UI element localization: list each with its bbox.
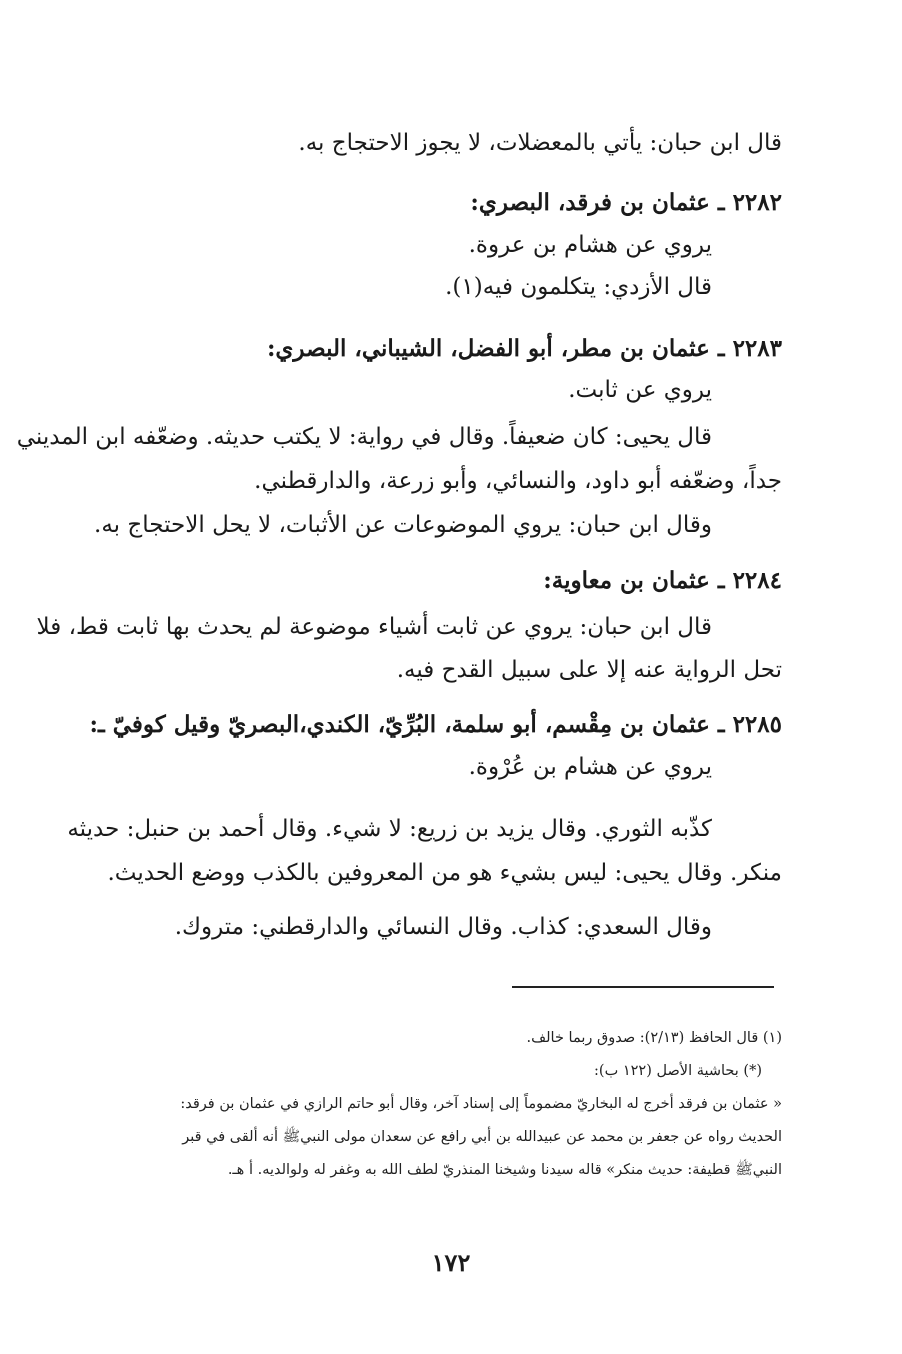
footnote-1: (١) قال الحافظ (٢/١٣): صدوق ربما خالف. bbox=[526, 1030, 782, 1046]
line-2283-narration: يروي عن ثابت. bbox=[568, 377, 712, 403]
entry-heading-2284: ٢٢٨٤ ـ عثمان بن معاوية: bbox=[543, 567, 782, 594]
line-2284-ibn-hibban: قال ابن حبان: يروي عن ثابت أشياء موضوعة لم يحدث بها ثابت قط، فلا bbox=[36, 614, 712, 640]
line-2282-azdi: قال الأزدي: يتكلمون فيه(١). bbox=[445, 274, 712, 300]
entry-heading-2282: ٢٢٨٢ ـ عثمان بن فرقد، البصري: bbox=[470, 189, 782, 216]
line-2282-narration: يروي عن هشام بن عروة. bbox=[468, 232, 712, 258]
line-2285-yahya: منكر. وقال يحيى: ليس بشيء هو من المعروفين بالكذب ووضع الحديث. bbox=[107, 860, 782, 886]
line-2284-continuation: تحل الرواية عنه إلا على سبيل القدح فيه. bbox=[396, 657, 782, 683]
line-2285-thawri: كذّبه الثوري. وقال يزيد بن زريع: لا شيء. وقال أحمد بن حنبل: حديثه bbox=[67, 816, 712, 842]
line-2283-weakness: جداً، وضعّفه أبو داود، والنسائي، وأبو زرعة، والدارقطني. bbox=[254, 468, 782, 494]
entry-heading-2283: ٢٢٨٣ ـ عثمان بن مطر، أبو الفضل، الشيباني، البصري: bbox=[266, 335, 782, 362]
line-2285-narration: يروي عن هشام بن عُرْوة. bbox=[468, 754, 712, 780]
line-2283-yahya: قال يحيى: كان ضعيفاً. وقال في رواية: لا يكتب حديثه. وضعّفه ابن المديني bbox=[16, 424, 712, 450]
entry-heading-2285: ٢٢٨٥ ـ عثمان بن مِقْسم، أبو سلمة، البُرِّيّ، الكندي،البصريّ وقيل كوفيّ ـ: bbox=[89, 711, 782, 738]
line-2283-ibn-hibban: وقال ابن حبان: يروي الموضوعات عن الأثبات، لا يحل الاحتجاج به. bbox=[94, 512, 712, 538]
line-ibn-hibban-mudallat: قال ابن حبان: يأتي بالمعضلات، لا يجوز الاحتجاج به. bbox=[298, 130, 782, 156]
footnote-quote-line-3: النبيﷺ قطيفة: حديث منكر» قاله سيدنا وشيخنا المنذريّ لطف الله به وغفر له ولوالديه. أ هـ. bbox=[227, 1162, 782, 1178]
page-number: ١٧٢ bbox=[431, 1248, 471, 1277]
footnote-quote-line-2: الحديث رواه عن جعفر بن محمد عن عبيدالله بن أبي رافع عن سعدان مولى النبيﷺ أنه ألقى في قبر bbox=[182, 1129, 782, 1145]
line-2285-saadi: وقال السعدي: كذاب. وقال النسائي والدارقطني: متروك. bbox=[174, 914, 712, 940]
footnote-quote-line-1: « عثمان بن فرقد أخرج له البخاريّ مضموماً إلى إسناد آخر، وقال أبو حاتم الرازي في عثمان بن فرقد: bbox=[180, 1096, 782, 1112]
footnote-margin-note: (*) بحاشية الأصل (١٢٢ ب): bbox=[594, 1063, 762, 1079]
footnote-separator bbox=[512, 986, 774, 988]
